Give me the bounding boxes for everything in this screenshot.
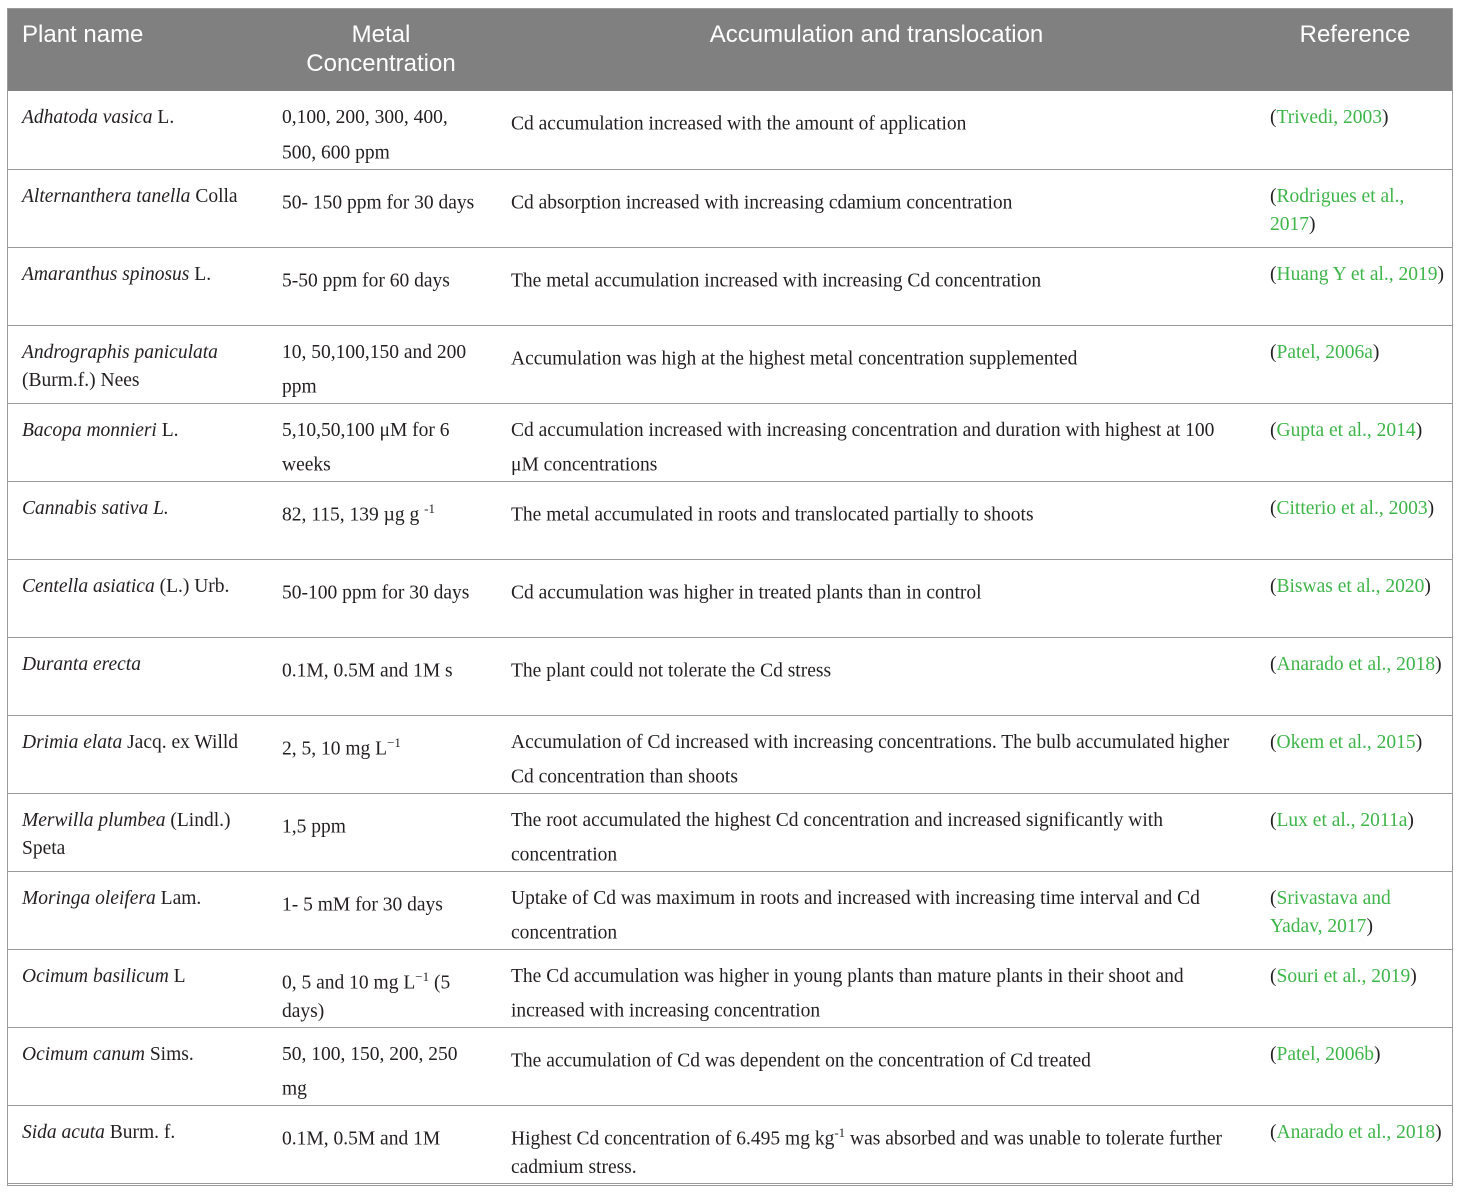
accumulation-text: Uptake of Cd was maximum in roots and increased with increasing time interval and Cd concentration <box>511 887 1200 944</box>
reference-cell: (Lux et al., 2011a) <box>1270 809 1414 831</box>
plant-name-cell <box>7 1027 266 1105</box>
header-row <box>7 8 1453 91</box>
species-authority: L. <box>156 419 179 441</box>
header-reference: Reference <box>1299 21 1411 48</box>
table-row <box>7 325 1453 403</box>
species-name: Moringa oleifera <box>22 887 156 909</box>
accumulation-cell <box>496 169 1257 247</box>
table-row <box>7 949 1453 1027</box>
reference-cell: (Patel, 2006b) <box>1270 1043 1381 1065</box>
species-name: Cannabis sativa L. <box>22 497 169 519</box>
metal-concentration-cell <box>266 247 496 325</box>
header-metal-line1: Metal <box>351 21 411 48</box>
reference-cell: (Anarado et al., 2018) <box>1270 1121 1442 1143</box>
reference-link[interactable]: Lux et al., 2011a <box>1276 809 1408 831</box>
concentration-superscript: −1 <box>387 734 401 750</box>
plant-name-cell <box>7 637 266 715</box>
accumulation-cell <box>496 715 1257 793</box>
species-authority: Jacq. ex Willd <box>122 731 239 753</box>
accumulation-text: The metal accumulated in roots and translocated partially to shoots <box>511 504 1034 525</box>
table-row <box>7 169 1453 247</box>
table-row <box>7 637 1453 715</box>
accumulation-cell <box>496 403 1257 481</box>
species-name: Bacopa monnieri <box>22 419 157 441</box>
metal-concentration-cell <box>266 403 496 481</box>
table-row <box>7 559 1453 637</box>
concentration-text: 50, 100, 150, 200, 250 mg <box>282 1043 458 1100</box>
metal-concentration-cell <box>266 325 496 403</box>
table-row <box>7 91 1453 169</box>
reference-link[interactable]: Biswas et al., 2020 <box>1276 575 1425 597</box>
header-accumulation: Accumulation and translocation <box>709 21 1044 48</box>
concentration-text: 0, 5 and 10 mg L <box>282 972 416 993</box>
species-authority: L. <box>189 263 212 285</box>
reference-link[interactable]: Anarado et al., 2018 <box>1276 1121 1436 1143</box>
header-metal-line2: Concentration <box>306 50 456 77</box>
metal-concentration-cell <box>266 91 496 169</box>
accumulation-suffix: was absorbed and was unable to tolerate further cadmium stress. <box>511 1128 1223 1178</box>
plant-name-cell <box>7 247 266 325</box>
species-authority: Burm. f. <box>104 1121 176 1143</box>
concentration-text: 50- 150 ppm for 30 days <box>282 192 475 213</box>
concentration-suffix: (5 days) <box>282 972 451 1022</box>
accumulation-text: Accumulation was high at the highest metal concentration supplemented <box>511 348 1078 369</box>
species-name: Ocimum basilicum <box>22 965 169 987</box>
concentration-text: 50-100 ppm for 30 days <box>282 582 470 603</box>
concentration-superscript: −1 <box>415 968 430 984</box>
species-authority: Lam. <box>155 887 202 909</box>
species-name: Adhatoda vasica <box>22 107 153 128</box>
reference-link[interactable]: Huang Y et al., 2019 <box>1276 263 1438 285</box>
species-authority: Colla <box>190 185 238 207</box>
species-name: Duranta erecta <box>22 653 141 675</box>
table-row <box>7 1105 1453 1183</box>
metal-concentration-cell <box>266 637 496 715</box>
concentration-text: 5-50 ppm for 60 days <box>282 270 450 291</box>
reference-link[interactable]: Okem et al., 2015 <box>1276 731 1416 753</box>
header-plant-name: Plant name <box>22 21 144 48</box>
accumulation-text: The accumulation of Cd was dependent on the concentration of Cd treated <box>511 1050 1091 1071</box>
species-name: Merwilla plumbea <box>22 809 166 831</box>
accumulation-cell <box>496 871 1257 949</box>
concentration-text: 82, 115, 139 µg g <box>282 504 425 525</box>
metal-concentration-cell <box>266 1105 496 1183</box>
species-authority: (L.) Urb. <box>154 575 230 597</box>
concentration-superscript: -1 <box>424 500 435 516</box>
species-name: Sida acuta <box>22 1121 105 1143</box>
plant-name-cell <box>7 559 266 637</box>
plant-name-cell <box>7 403 266 481</box>
reference-cell: (Citterio et al., 2003) <box>1270 497 1435 519</box>
plant-name-cell <box>7 715 266 793</box>
reference-cell: (Gupta et al., 2014) <box>1270 419 1423 441</box>
table-body <box>7 91 1453 1183</box>
accumulation-text: The metal accumulation increased with increasing Cd concentration <box>511 270 1042 291</box>
table-row <box>7 793 1453 871</box>
species-authority: L. <box>152 107 175 128</box>
metal-concentration-cell <box>266 481 496 559</box>
accumulation-text: Accumulation of Cd increased with increasing concentrations. The bulb accumulated higher Cd concentration than shoots <box>511 731 1230 788</box>
metal-concentration-cell <box>266 871 496 949</box>
accumulation-text: The Cd accumulation was higher in young plants than mature plants in their shoot and increased with increasing concentration <box>511 965 1184 1022</box>
species-name: Centella asiatica <box>22 575 155 597</box>
concentration-text: 0,100, 200, 300, 400, 500, 600 ppm <box>282 107 448 163</box>
reference-link[interactable]: Anarado et al., 2018 <box>1276 653 1436 675</box>
species-name: Andrographis paniculata <box>22 341 218 363</box>
species-authority: L <box>168 965 186 987</box>
reference-link[interactable]: Souri et al., 2019 <box>1276 965 1411 987</box>
reference-cell: (Rodrigues et al., 2017) <box>1270 185 1405 235</box>
accumulation-text: Cd absorption increased with increasing cdamium concentration <box>511 192 1013 213</box>
accumulation-cell <box>496 325 1257 403</box>
reference-cell: (Trivedi, 2003) <box>1270 107 1389 128</box>
concentration-text: 1- 5 mM for 30 days <box>282 894 443 915</box>
plant-name-cell <box>7 871 266 949</box>
reference-cell: (Souri et al., 2019) <box>1270 965 1417 987</box>
table-row <box>7 247 1453 325</box>
accumulation-cell <box>496 1105 1257 1183</box>
reference-link[interactable]: Gupta et al., 2014 <box>1276 419 1416 441</box>
metal-concentration-cell <box>266 949 496 1027</box>
reference-link[interactable]: Citterio et al., 2003 <box>1276 497 1428 519</box>
accumulation-text: The plant could not tolerate the Cd stress <box>511 660 832 681</box>
reference-link[interactable]: Srivastava and Yadav, 2017 <box>1270 887 1391 937</box>
species-name: Amaranthus spinosus <box>22 263 190 285</box>
accumulation-cell <box>496 793 1257 871</box>
table-header <box>7 8 1453 91</box>
accumulation-superscript: -1 <box>834 1124 846 1140</box>
metal-concentration-cell <box>266 793 496 871</box>
plant-name-cell <box>7 481 266 559</box>
plant-name-cell <box>7 169 266 247</box>
plant-name-cell <box>7 91 266 169</box>
accumulation-text: Cd accumulation was higher in treated plants than in control <box>511 582 982 603</box>
plant-cadmium-table <box>7 8 1453 1184</box>
species-authority: (Burm.f.) Nees <box>22 370 140 391</box>
reference-cell: (Huang Y et al., 2019) <box>1270 263 1445 285</box>
table-row <box>7 1027 1453 1105</box>
reference-link[interactable]: Trivedi, 2003 <box>1276 107 1382 128</box>
species-name: Drimia elata <box>22 731 123 753</box>
accumulation-cell <box>496 637 1257 715</box>
concentration-text: 10, 50,100,150 and 200 ppm <box>282 341 467 398</box>
accumulation-cell <box>496 91 1257 169</box>
reference-cell: (Anarado et al., 2018) <box>1270 653 1442 675</box>
accumulation-text: Cd accumulation increased with the amount of application <box>511 113 967 135</box>
table-row <box>7 481 1453 559</box>
reference-cell: (Srivastava and Yadav, 2017) <box>1270 887 1391 937</box>
reference-link[interactable]: Patel, 2006a <box>1276 341 1373 363</box>
metal-concentration-cell <box>266 715 496 793</box>
plant-name-cell <box>7 793 266 871</box>
species-name: Alternanthera tanella <box>22 185 191 207</box>
concentration-text: 0.1M, 0.5M and 1M s <box>282 660 453 681</box>
reference-cell: (Okem et al., 2015) <box>1270 731 1423 753</box>
accumulation-cell <box>496 1027 1257 1105</box>
species-authority: Sims. <box>144 1043 194 1065</box>
accumulation-cell <box>496 481 1257 559</box>
accumulation-cell <box>496 949 1257 1027</box>
table-row <box>7 403 1453 481</box>
reference-cell: (Patel, 2006a) <box>1270 341 1380 363</box>
plant-name-cell <box>7 949 266 1027</box>
concentration-text: 0.1M, 0.5M and 1M <box>282 1128 441 1149</box>
concentration-text: 1,5 ppm <box>282 816 346 837</box>
reference-cell: (Biswas et al., 2020) <box>1270 575 1431 597</box>
accumulation-text: Highest Cd concentration of 6.495 mg kg <box>511 1128 835 1149</box>
table-row <box>7 871 1453 949</box>
plant-name-cell <box>7 1105 266 1183</box>
metal-concentration-cell <box>266 1027 496 1105</box>
accumulation-cell <box>496 247 1257 325</box>
accumulation-cell <box>496 559 1257 637</box>
table-row <box>7 715 1453 793</box>
header-metal-concentration <box>266 8 496 91</box>
species-name: Ocimum canum <box>22 1043 145 1065</box>
concentration-text: 2, 5, 10 mg L <box>282 738 388 759</box>
accumulation-text: Cd accumulation increased with increasing concentration and duration with highest at 100 μM concentrations <box>511 419 1215 476</box>
plant-name-cell <box>7 325 266 403</box>
accumulation-text: The root accumulated the highest Cd concentration and increased significantly with concentration <box>511 809 1163 866</box>
species-authority: (Lindl.) Speta <box>22 809 231 859</box>
metal-concentration-cell <box>266 559 496 637</box>
concentration-text: 5,10,50,100 μM for 6 weeks <box>282 419 450 476</box>
reference-link[interactable]: Patel, 2006b <box>1276 1043 1374 1065</box>
reference-link[interactable]: Rodrigues et al., 2017 <box>1270 185 1405 235</box>
metal-concentration-cell <box>266 169 496 247</box>
